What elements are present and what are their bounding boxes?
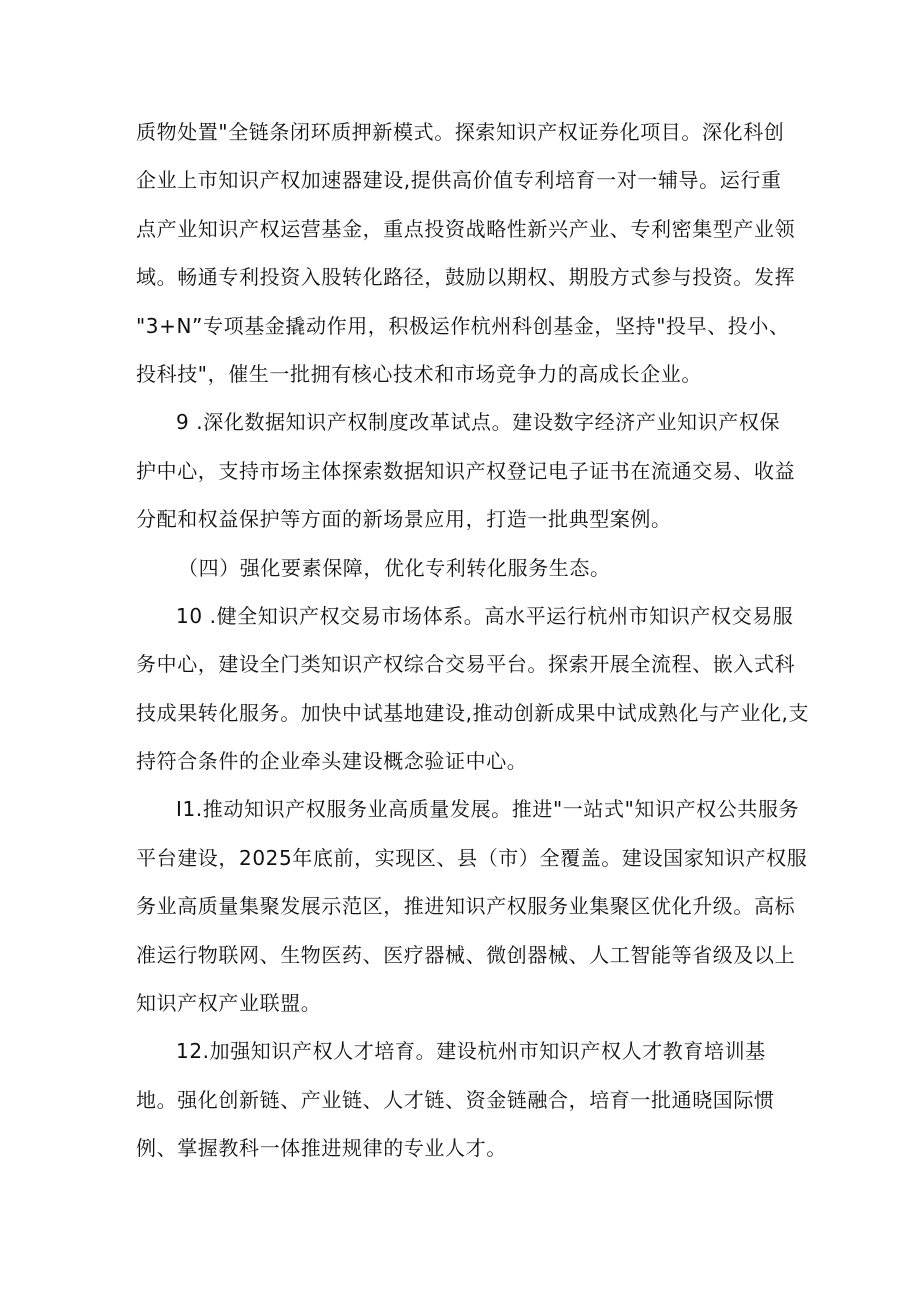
text-line: 企业上市知识产权加速器建设,提供高价值专利培育一对一辅导。运行重	[136, 168, 782, 193]
section-heading-4	[136, 544, 786, 592]
text-line: 地。强化创新链、产业链、人才链、资金链融合，培育一批通晓国际惯	[136, 1087, 775, 1112]
text-line: I1.推动知识产权服务业高质量发展。推进"一站式"知识产权公共服务	[176, 797, 800, 822]
text-line: 技成果转化服务。加快中试基地建设,推动创新成果中试成熟化与产业化,支	[136, 700, 810, 725]
paragraph-item-9	[136, 398, 796, 543]
paragraph-continued	[136, 108, 796, 398]
paragraph-item-12	[136, 1027, 786, 1172]
text-line: 务业高质量集聚发展示范区，推进知识产权服务业集聚区优化升级。高标	[136, 894, 796, 919]
text-line: 12.加强知识产权人才培育。建设杭州市知识产权人才教育培训基	[176, 1039, 766, 1064]
paragraph-item-10	[136, 592, 810, 786]
text-line: 分配和权益保护等方面的新场景应用，打造一批典型案例。	[136, 507, 672, 532]
text-line: "3+N”专项基金撬动作用，积极运作杭州科创基金，坚持"投早、投小、	[136, 313, 790, 338]
section-heading-text: （四）强化要素保障，优化专利转化服务生态。	[178, 555, 611, 580]
text-line: 持符合条件的企业牵头建设概念验证中心。	[136, 749, 528, 774]
text-line: 9 .深化数据知识产权制度改革试点。建设数字经济产业知识产权保	[176, 410, 781, 435]
text-line: 务中心，建设全门类知识产权综合交易平台。探索开展全流程、嵌入式科	[136, 652, 796, 677]
text-line: 知识产权产业联盟。	[136, 991, 322, 1016]
document-body	[136, 108, 810, 1173]
text-line: 投科技"，催生一批拥有核心技术和市场竞争力的高成长企业。	[136, 361, 702, 386]
text-line: 点产业知识产权运营基金，重点投资战略性新兴产业、专利密集型产业领	[136, 216, 796, 241]
text-line: 10 .健全知识产权交易市场体系。高水平运行杭州市知识产权交易服	[176, 603, 794, 628]
text-line: 质物处置"全链条闭环质押新模式。探索知识产权证券化项目。深化科创	[136, 120, 785, 144]
text-line: 准运行物联网、生物医药、医疗器械、微创器械、人工智能等省级及以上	[136, 942, 796, 967]
text-line: 域。畅通专利投资入股转化路径，鼓励以期权、期股方式参与投资。发挥	[136, 265, 796, 290]
text-line: 例、掌握教科一体推进规律的专业人才。	[136, 1136, 507, 1161]
text-line: 平台建设，2025年底前，实现区、县（市）全覆盖。建设国家知识产权服	[136, 845, 808, 870]
text-line: 护中心，支持市场主体探索数据知识产权登记电子证书在流通交易、收益	[136, 458, 796, 483]
paragraph-item-11	[136, 785, 808, 1027]
